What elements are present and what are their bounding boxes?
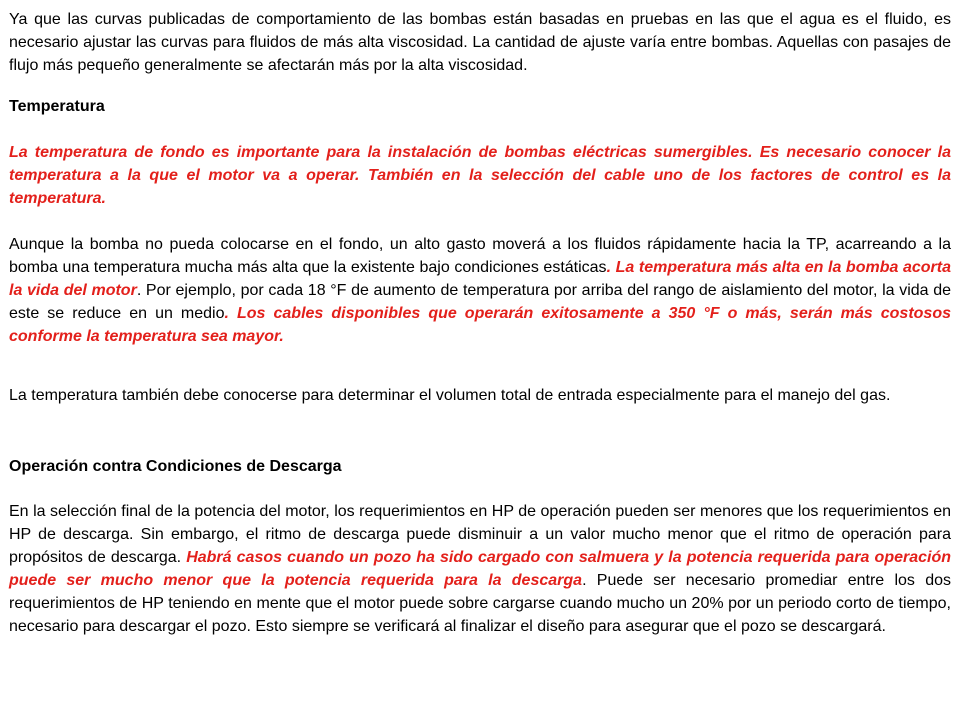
paragraph-discharge bbox=[9, 500, 951, 638]
emphasis-segment: . La temperatura más alta en la bomba acorta la vida del motor bbox=[9, 259, 952, 299]
text-segment: En la selección final de la potencia del motor, los requerimientos en HP de operación pueden ser menores que los requerimientos en HP de descarga. Sin embargo, el ritmo de descarga puede disminuir a un valor mucho menor que el ritmo de operación para propósitos de descarga. bbox=[9, 503, 951, 566]
heading-operacion-descarga: Operación contra Condiciones de Descarga bbox=[9, 458, 342, 475]
paragraph-temperature-emphasis: La temperatura de fondo es importante para la instalación de bombas eléctricas sumergibles. Es necesario conocer la temperatura a la que el motor va a operar. También en la selección del cable uno de los factores de control es la temperatura. bbox=[9, 144, 951, 207]
paragraph-gas-volume: La temperatura también debe conocerse para determinar el volumen total de entrada especialmente para el manejo del gas. bbox=[9, 387, 891, 404]
paragraph-temperature-details bbox=[9, 233, 951, 348]
heading-temperatura: Temperatura bbox=[9, 98, 105, 115]
emphasis-segment: . Los cables disponibles que operarán exitosamente a 350 °F o más, serán más costosos conforme la temperatura sea mayor. bbox=[9, 305, 951, 345]
text-segment: Aunque la bomba no pueda colocarse en el fondo, un alto gasto moverá a los fluidos rápidamente hacia la TP, acarreando a la bomba una temperatura mucha más alta que la existente bajo condiciones estáticas bbox=[9, 236, 951, 276]
text-segment: . Por ejemplo, por cada 18 °F de aumento de temperatura por arriba del rango de aislamiento del motor, la vida de este se reduce en un medio bbox=[9, 282, 952, 322]
paragraph-viscosity: Ya que las curvas publicadas de comportamiento de las bombas están basadas en pruebas en las que el agua es el fluido, es necesario ajustar las curvas para fluidos de más alta viscosidad. La cantidad de ajuste varía entre bombas. Aquellas con pasajes de flujo más pequeño generalmente se afectarán más por la alta viscosidad. bbox=[9, 11, 951, 74]
text-segment: . Puede ser necesario promediar entre los dos requerimientos de HP teniendo en mente que el motor puede sobre cargarse cuando mucho un 20% por un periodo corto de tiempo, necesario para descargar el pozo. Esto siempre se verificará al finalizar el diseño para asegurar que el pozo se descargará. bbox=[9, 572, 951, 635]
emphasis-segment: Habrá casos cuando un pozo ha sido cargado con salmuera y la potencia requerida para operación puede ser mucho menor que la potencia requerida para la descarga bbox=[9, 549, 951, 589]
